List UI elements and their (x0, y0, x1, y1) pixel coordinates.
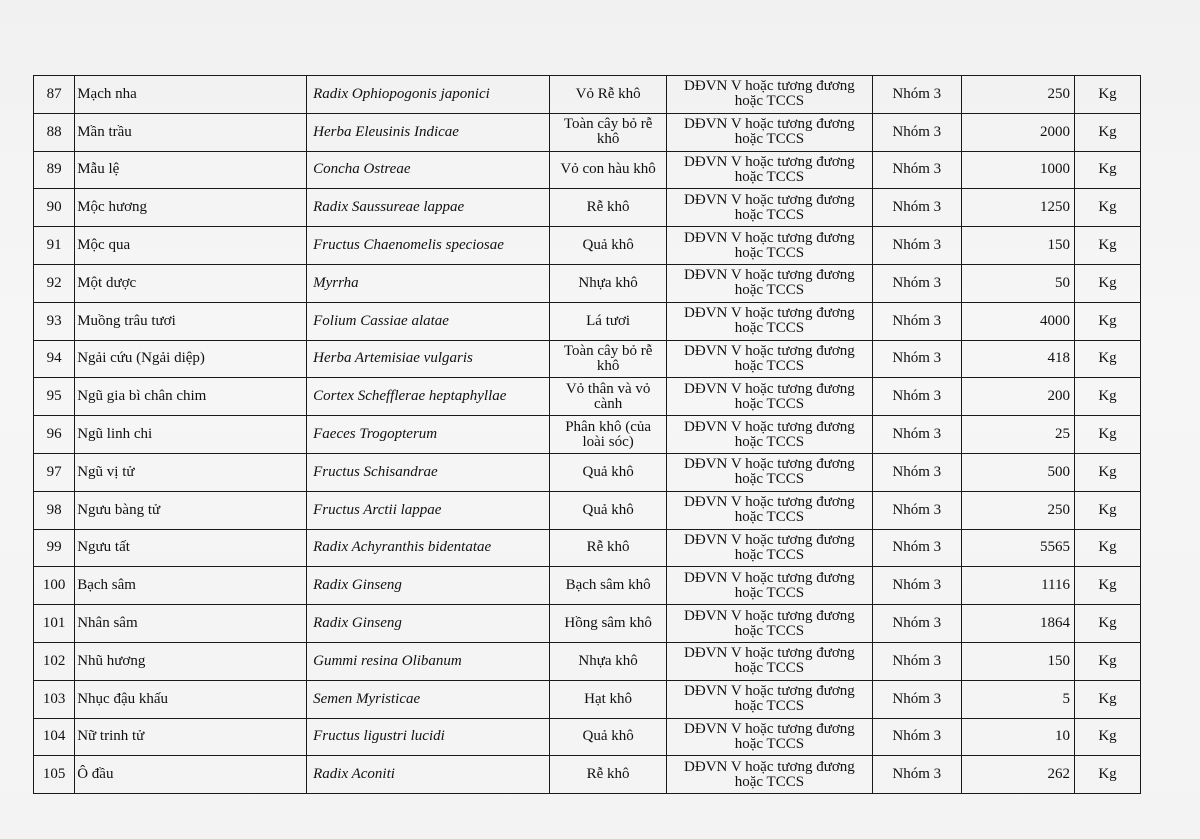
latin-name-cell: Herba Artemisiae vulgaris (307, 340, 550, 378)
unit-cell: Kg (1075, 378, 1141, 416)
standard-line-2: hoặc TCCS (734, 509, 805, 526)
latin-name-cell: Semen Myristicae (307, 680, 550, 718)
row-number-cell: 100 (34, 567, 75, 605)
standard-cell (666, 416, 872, 454)
table-row (34, 151, 1141, 189)
standard-cell (666, 453, 872, 491)
standard-line-1: DĐVN V hoặc tương đương (684, 267, 855, 284)
plant-part-cell: Bạch sâm khô (550, 567, 666, 605)
vietnamese-name-cell: Ngải cứu (Ngải diệp) (75, 340, 307, 378)
latin-name-cell: Fructus Schisandrae (307, 453, 550, 491)
standard-line-2: hoặc TCCS (734, 206, 805, 223)
group-cell: Nhóm 3 (872, 340, 961, 378)
quantity-cell: 150 (961, 227, 1074, 265)
row-number-cell: 92 (34, 264, 75, 302)
standard-cell (666, 756, 872, 794)
plant-part-cell: Rễ khô (550, 756, 666, 794)
standard-line-1: DĐVN V hoặc tương đương (684, 380, 855, 397)
unit-cell: Kg (1075, 605, 1141, 643)
standard-cell (666, 151, 872, 189)
row-number-cell: 93 (34, 302, 75, 340)
table-row (34, 453, 1141, 491)
latin-name-cell: Radix Aconiti (307, 756, 550, 794)
group-cell: Nhóm 3 (872, 756, 961, 794)
quantity-cell: 1000 (961, 151, 1074, 189)
standard-line-2: hoặc TCCS (734, 773, 805, 790)
unit-cell: Kg (1075, 264, 1141, 302)
standard-line-2: hoặc TCCS (734, 131, 805, 148)
row-number-cell: 89 (34, 151, 75, 189)
plant-part-cell: Hạt khô (550, 680, 666, 718)
standard-line-1: DĐVN V hoặc tương đương (684, 78, 855, 95)
table-row (34, 680, 1141, 718)
plant-part-cell: Vỏ thân và vỏ cành (550, 378, 666, 416)
table-row (34, 642, 1141, 680)
group-cell: Nhóm 3 (872, 113, 961, 151)
standard-line-2: hoặc TCCS (734, 320, 805, 337)
row-number-cell: 104 (34, 718, 75, 756)
row-number-cell: 99 (34, 529, 75, 567)
standard-cell (666, 76, 872, 114)
group-cell: Nhóm 3 (872, 642, 961, 680)
herbal-medicine-table (33, 75, 1141, 794)
standard-cell (666, 113, 872, 151)
table-row (34, 605, 1141, 643)
group-cell: Nhóm 3 (872, 680, 961, 718)
unit-cell: Kg (1075, 718, 1141, 756)
group-cell: Nhóm 3 (872, 378, 961, 416)
latin-name-cell: Cortex Schefflerae heptaphyllae (307, 378, 550, 416)
plant-part-cell: Phân khô (của loài sóc) (550, 416, 666, 454)
plant-part-cell: Quả khô (550, 718, 666, 756)
table-row (34, 756, 1141, 794)
standard-line-2: hoặc TCCS (734, 168, 805, 185)
latin-name-cell: Radix Ginseng (307, 605, 550, 643)
table-row (34, 529, 1141, 567)
standard-cell (666, 642, 872, 680)
standard-line-1: DĐVN V hoặc tương đương (684, 191, 855, 208)
group-cell: Nhóm 3 (872, 567, 961, 605)
vietnamese-name-cell: Bạch sâm (75, 567, 307, 605)
table-row (34, 113, 1141, 151)
table-row (34, 227, 1141, 265)
quantity-cell: 10 (961, 718, 1074, 756)
row-number-cell: 98 (34, 491, 75, 529)
table-row (34, 567, 1141, 605)
quantity-cell: 50 (961, 264, 1074, 302)
standard-line-2: hoặc TCCS (734, 244, 805, 261)
unit-cell: Kg (1075, 151, 1141, 189)
standard-cell (666, 378, 872, 416)
unit-cell: Kg (1075, 416, 1141, 454)
vietnamese-name-cell: Nữ trinh tử (75, 718, 307, 756)
vietnamese-name-cell: Một dược (75, 264, 307, 302)
standard-line-1: DĐVN V hoặc tương đương (684, 342, 855, 359)
plant-part-cell: Toàn cây bỏ rễ khô (550, 340, 666, 378)
quantity-cell: 5565 (961, 529, 1074, 567)
standard-line-1: DĐVN V hoặc tương đương (684, 153, 855, 170)
table-row (34, 378, 1141, 416)
standard-cell (666, 340, 872, 378)
standard-line-1: DĐVN V hoặc tương đương (684, 418, 855, 435)
plant-part-cell: Rễ khô (550, 189, 666, 227)
standard-line-1: DĐVN V hoặc tương đương (684, 494, 855, 511)
unit-cell: Kg (1075, 113, 1141, 151)
standard-line-2: hoặc TCCS (734, 395, 805, 412)
quantity-cell: 262 (961, 756, 1074, 794)
vietnamese-name-cell: Mộc qua (75, 227, 307, 265)
vietnamese-name-cell: Ô đầu (75, 756, 307, 794)
latin-name-cell: Gummi resina Olibanum (307, 642, 550, 680)
vietnamese-name-cell: Ngũ gia bì chân chim (75, 378, 307, 416)
vietnamese-name-cell: Ngưu tất (75, 529, 307, 567)
standard-line-2: hoặc TCCS (734, 546, 805, 563)
table-row (34, 491, 1141, 529)
row-number-cell: 94 (34, 340, 75, 378)
quantity-cell: 4000 (961, 302, 1074, 340)
quantity-cell: 200 (961, 378, 1074, 416)
standard-line-2: hoặc TCCS (734, 584, 805, 601)
row-number-cell: 105 (34, 756, 75, 794)
vietnamese-name-cell: Mần trầu (75, 113, 307, 151)
group-cell: Nhóm 3 (872, 491, 961, 529)
latin-name-cell: Myrrha (307, 264, 550, 302)
standard-line-1: DĐVN V hoặc tương đương (684, 645, 855, 662)
standard-cell (666, 529, 872, 567)
plant-part-cell: Nhựa khô (550, 642, 666, 680)
vietnamese-name-cell: Mộc hương (75, 189, 307, 227)
quantity-cell: 1250 (961, 189, 1074, 227)
standard-line-1: DĐVN V hoặc tương đương (684, 531, 855, 548)
table-row (34, 302, 1141, 340)
latin-name-cell: Fructus Chaenomelis speciosae (307, 227, 550, 265)
latin-name-cell: Herba Eleusinis Indicae (307, 113, 550, 151)
unit-cell: Kg (1075, 567, 1141, 605)
group-cell: Nhóm 3 (872, 189, 961, 227)
unit-cell: Kg (1075, 227, 1141, 265)
plant-part-cell: Vỏ Rễ khô (550, 76, 666, 114)
standard-line-1: DĐVN V hoặc tương đương (684, 607, 855, 624)
table-row (34, 189, 1141, 227)
row-number-cell: 87 (34, 76, 75, 114)
standard-line-2: hoặc TCCS (734, 735, 805, 752)
plant-part-cell: Vỏ con hàu khô (550, 151, 666, 189)
standard-line-2: hoặc TCCS (734, 622, 805, 639)
standard-line-2: hoặc TCCS (734, 282, 805, 299)
quantity-cell: 500 (961, 453, 1074, 491)
standard-cell (666, 264, 872, 302)
quantity-cell: 25 (961, 416, 1074, 454)
latin-name-cell: Fructus Arctii lappae (307, 491, 550, 529)
latin-name-cell: Radix Achyranthis bidentatae (307, 529, 550, 567)
group-cell: Nhóm 3 (872, 302, 961, 340)
standard-line-1: DĐVN V hoặc tương đương (684, 683, 855, 700)
quantity-cell: 5 (961, 680, 1074, 718)
standard-line-1: DĐVN V hoặc tương đương (684, 456, 855, 473)
quantity-cell: 1116 (961, 567, 1074, 605)
vietnamese-name-cell: Nhũ hương (75, 642, 307, 680)
table-row (34, 264, 1141, 302)
standard-cell (666, 302, 872, 340)
vietnamese-name-cell: Mẫu lệ (75, 151, 307, 189)
standard-cell (666, 189, 872, 227)
plant-part-cell: Rễ khô (550, 529, 666, 567)
standard-cell (666, 567, 872, 605)
row-number-cell: 102 (34, 642, 75, 680)
quantity-cell: 150 (961, 642, 1074, 680)
unit-cell: Kg (1075, 491, 1141, 529)
standard-line-1: DĐVN V hoặc tương đương (684, 720, 855, 737)
latin-name-cell: Folium Cassiae alatae (307, 302, 550, 340)
standard-line-1: DĐVN V hoặc tương đương (684, 116, 855, 133)
unit-cell: Kg (1075, 453, 1141, 491)
group-cell: Nhóm 3 (872, 529, 961, 567)
standard-cell (666, 680, 872, 718)
standard-line-2: hoặc TCCS (734, 357, 805, 374)
latin-name-cell: Fructus ligustri lucidi (307, 718, 550, 756)
table-row (34, 340, 1141, 378)
table-row (34, 718, 1141, 756)
group-cell: Nhóm 3 (872, 453, 961, 491)
unit-cell: Kg (1075, 76, 1141, 114)
standard-line-2: hoặc TCCS (734, 93, 805, 110)
vietnamese-name-cell: Nhục đậu khấu (75, 680, 307, 718)
latin-name-cell: Radix Ginseng (307, 567, 550, 605)
unit-cell: Kg (1075, 302, 1141, 340)
vietnamese-name-cell: Ngũ vị tử (75, 453, 307, 491)
row-number-cell: 90 (34, 189, 75, 227)
row-number-cell: 96 (34, 416, 75, 454)
plant-part-cell: Quả khô (550, 491, 666, 529)
unit-cell: Kg (1075, 189, 1141, 227)
plant-part-cell: Quả khô (550, 453, 666, 491)
table-body (34, 76, 1141, 794)
latin-name-cell: Radix Saussureae lappae (307, 189, 550, 227)
row-number-cell: 95 (34, 378, 75, 416)
latin-name-cell: Concha Ostreae (307, 151, 550, 189)
table-row (34, 416, 1141, 454)
group-cell: Nhóm 3 (872, 416, 961, 454)
standard-line-2: hoặc TCCS (734, 660, 805, 677)
table-row (34, 76, 1141, 114)
group-cell: Nhóm 3 (872, 227, 961, 265)
row-number-cell: 101 (34, 605, 75, 643)
unit-cell: Kg (1075, 340, 1141, 378)
standard-line-1: DĐVN V hoặc tương đương (684, 758, 855, 775)
quantity-cell: 250 (961, 491, 1074, 529)
group-cell: Nhóm 3 (872, 718, 961, 756)
standard-line-2: hoặc TCCS (734, 698, 805, 715)
standard-line-1: DĐVN V hoặc tương đương (684, 229, 855, 246)
row-number-cell: 91 (34, 227, 75, 265)
standard-line-2: hoặc TCCS (734, 471, 805, 488)
standard-cell (666, 605, 872, 643)
row-number-cell: 103 (34, 680, 75, 718)
plant-part-cell: Nhựa khô (550, 264, 666, 302)
vietnamese-name-cell: Ngũ linh chi (75, 416, 307, 454)
standard-line-1: DĐVN V hoặc tương đương (684, 569, 855, 586)
standard-line-2: hoặc TCCS (734, 433, 805, 450)
plant-part-cell: Hồng sâm khô (550, 605, 666, 643)
quantity-cell: 418 (961, 340, 1074, 378)
latin-name-cell: Radix Ophiopogonis japonici (307, 76, 550, 114)
vietnamese-name-cell: Mạch nha (75, 76, 307, 114)
latin-name-cell: Faeces Trogopterum (307, 416, 550, 454)
standard-line-1: DĐVN V hoặc tương đương (684, 305, 855, 322)
group-cell: Nhóm 3 (872, 151, 961, 189)
unit-cell: Kg (1075, 529, 1141, 567)
vietnamese-name-cell: Ngưu bàng tử (75, 491, 307, 529)
group-cell: Nhóm 3 (872, 264, 961, 302)
standard-cell (666, 491, 872, 529)
group-cell: Nhóm 3 (872, 76, 961, 114)
standard-cell (666, 718, 872, 756)
unit-cell: Kg (1075, 642, 1141, 680)
vietnamese-name-cell: Muồng trâu tươi (75, 302, 307, 340)
plant-part-cell: Lá tươi (550, 302, 666, 340)
plant-part-cell: Toàn cây bỏ rễ khô (550, 113, 666, 151)
quantity-cell: 1864 (961, 605, 1074, 643)
unit-cell: Kg (1075, 756, 1141, 794)
row-number-cell: 97 (34, 453, 75, 491)
unit-cell: Kg (1075, 680, 1141, 718)
vietnamese-name-cell: Nhân sâm (75, 605, 307, 643)
quantity-cell: 250 (961, 76, 1074, 114)
quantity-cell: 2000 (961, 113, 1074, 151)
group-cell: Nhóm 3 (872, 605, 961, 643)
row-number-cell: 88 (34, 113, 75, 151)
plant-part-cell: Quả khô (550, 227, 666, 265)
standard-cell (666, 227, 872, 265)
